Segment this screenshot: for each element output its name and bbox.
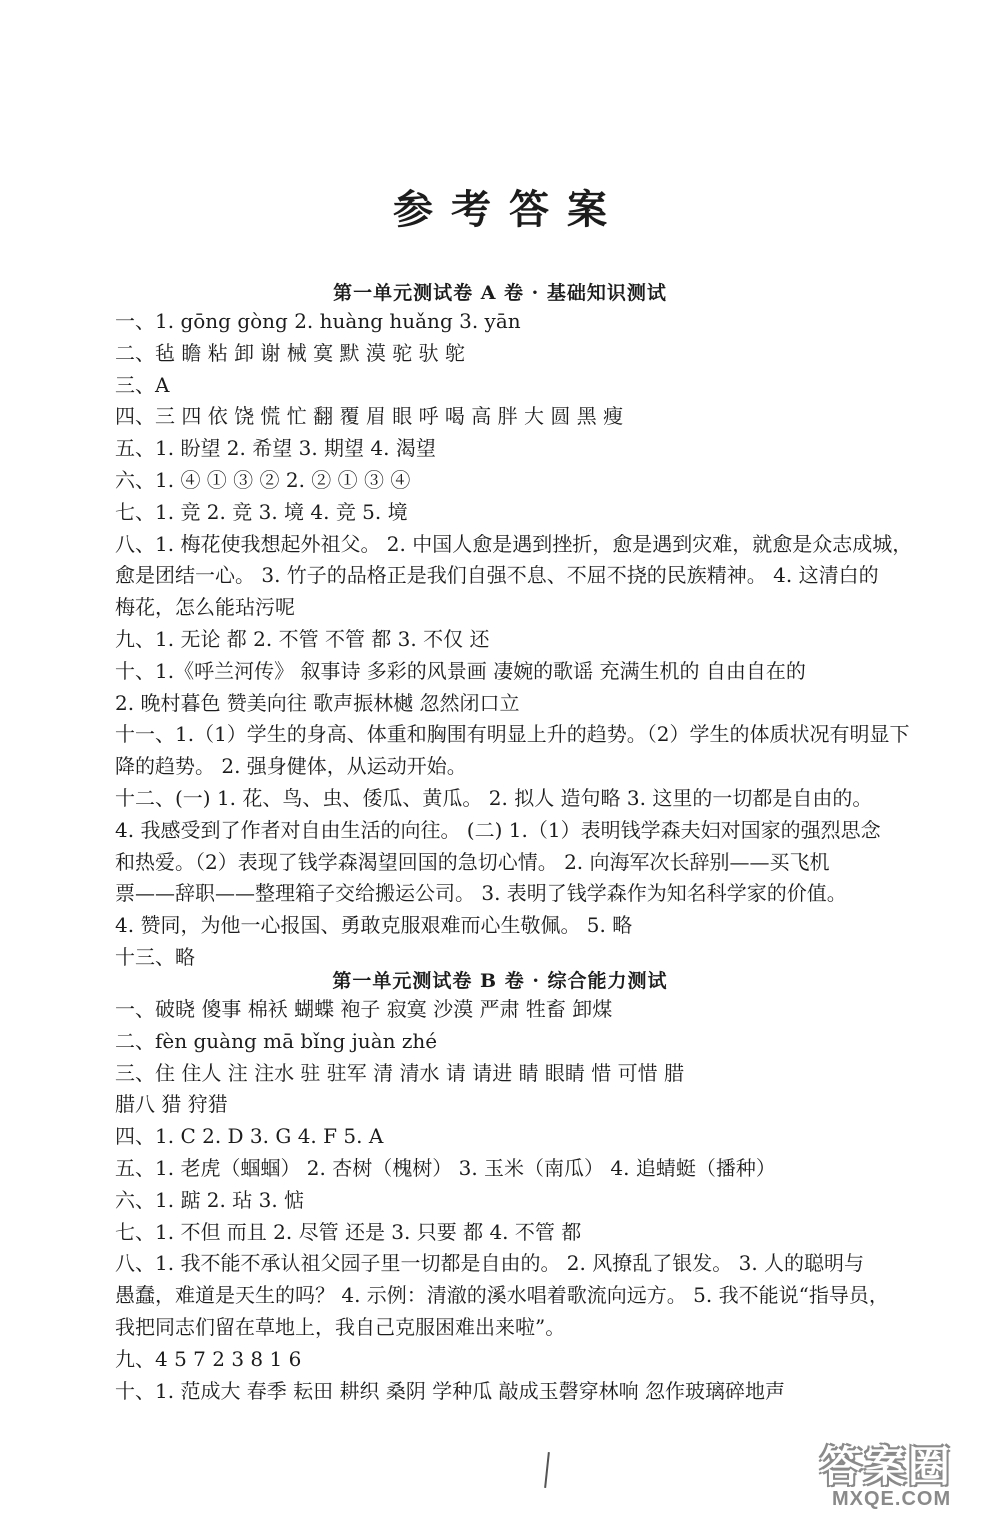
answer-line: 四、三 四 依 饶 慌 忙 翻 覆 眉 眼 呼 喝 高 胖 大 圆 黑 瘦 [115,404,624,429]
answer-line: 六、1. ④ ① ③ ② 2. ② ① ③ ④ [115,468,411,492]
answer-line: 4. 我感受到了作者对自由生活的向往。 (二) 1.（1）表明钱学森夫妇对国家的强烈思念 [115,817,881,842]
answer-line: 五、1. 盼望 2. 希望 3. 期望 4. 渴望 [115,436,436,461]
watermark-top: 答案圈 [820,1442,953,1491]
answer-line: 十、1.《呼兰河传》 叙事诗 多彩的风景画 凄婉的歌谣 充满生机的 自由自在的 [115,658,806,683]
watermark-bottom: MXQE.COM [832,1488,952,1510]
answer-line: 十一、1.（1）学生的身高、体重和胸围有明显上升的趋势。（2）学生的体质状况有明显下 [115,722,910,747]
answer-line: 八、1. 我不能不承认祖父园子里一切都是自由的。 2. 风撩乱了银发。 3. 人的聪明与 [115,1251,865,1276]
answer-line: 二、毡 瞻 粘 卸 谢 械 寞 默 漠 驼 驮 鸵 [115,340,465,365]
answer-line: 和热爱。（2）表现了钱学森渴望回国的急切心情。 2. 向海军次长辞别——买飞机 [115,849,830,874]
answer-line: 愈是团结一心。 3. 竹子的品格正是我们自强不息、不屈不挠的民族精神。 4. 这清白的 [115,563,879,588]
answer-line: 票——辞职——整理箱子交给搬运公司。 3. 表明了钱学森作为知名科学家的价值。 [115,881,847,906]
answer-line: 七、1. 不但 而且 2. 尽管 还是 3. 只要 都 4. 不管 都 [115,1219,582,1244]
answer-line: 腊八 猎 狩猎 [115,1092,228,1117]
answer-line: 十、1. 范成大 春季 耘田 耕织 桑阴 学种瓜 敲成玉磬穿林响 忽作玻璃碎地声 [115,1378,785,1403]
answer-line: 六、1. 踮 2. 玷 3. 惦 [115,1187,305,1212]
answer-line: 愚蠢，难道是天生的吗？ 4. 示例：清澈的溪水唱着歌流向远方。 5. 我不能说“指导员， [115,1283,889,1308]
answer-line: 三、住 住人 注 注水 驻 驻军 清 清水 请 请进 睛 眼睛 惜 可惜 腊 [115,1060,685,1085]
answer-line: 七、1. 竞 2. 竞 3. 境 4. 竞 5. 境 [115,499,408,524]
answer-line: 梅花，怎么能玷污呢 [115,595,295,620]
answer-line: 三、A [115,372,170,397]
answer-line: 降的趋势。 2. 强身健体，从运动开始。 [115,754,467,779]
answer-line: 九、4 5 7 2 3 8 1 6 [115,1346,302,1371]
scan-mark [544,1452,550,1488]
answer-line: 一、破晓 傻事 棉袄 蝴蝶 袍子 寂寞 沙漠 严肃 牲畜 卸煤 [115,997,613,1021]
section-heading: 第一单元测试卷 B 卷 · 综合能力测试 [332,970,668,992]
answer-line: 4. 赞同，为他一心报国、勇敢克服艰难而心生敬佩。 5. 略 [115,913,633,938]
answer-line: 八、1. 梅花使我想起外祖父。 2. 中国人愈是遇到挫折，愈是遇到灾难，就愈是众志成城， [115,531,913,556]
answer-line: 十三、略 [115,945,195,969]
answer-line: 四、1. C 2. D 3. G 4. F 5. A [115,1124,384,1149]
answer-line: 2. 晚村暮色 赞美向往 歌声振林樾 忽然闭口立 [115,690,520,715]
answer-line: 二、fèn guàng mā bǐng juàn zhé [115,1028,438,1053]
page-title: 参考答案 [393,186,625,233]
section-heading: 第一单元测试卷 A 卷 · 基础知识测试 [333,282,667,304]
answer-line: 五、1. 老虎（蝈蝈） 2. 杏树（槐树） 3. 玉米（南瓜） 4. 追蜻蜓（播种） [115,1156,776,1180]
watermark-logo [812,1434,988,1518]
answer-line: 我把同志们留在草地上，我自己克服困难出来啦”。 [115,1315,566,1339]
answer-line: 一、1. gōng gòng 2. huàng huǎng 3. yān [115,309,521,333]
answer-line: 九、1. 无论 都 2. 不管 不管 都 3. 不仅 还 [115,627,490,651]
answer-line: 十二、(一) 1. 花、鸟、虫、倭瓜、黄瓜。 2. 拟人 造句略 3. 这里的一切都是自由的。 [115,786,873,810]
